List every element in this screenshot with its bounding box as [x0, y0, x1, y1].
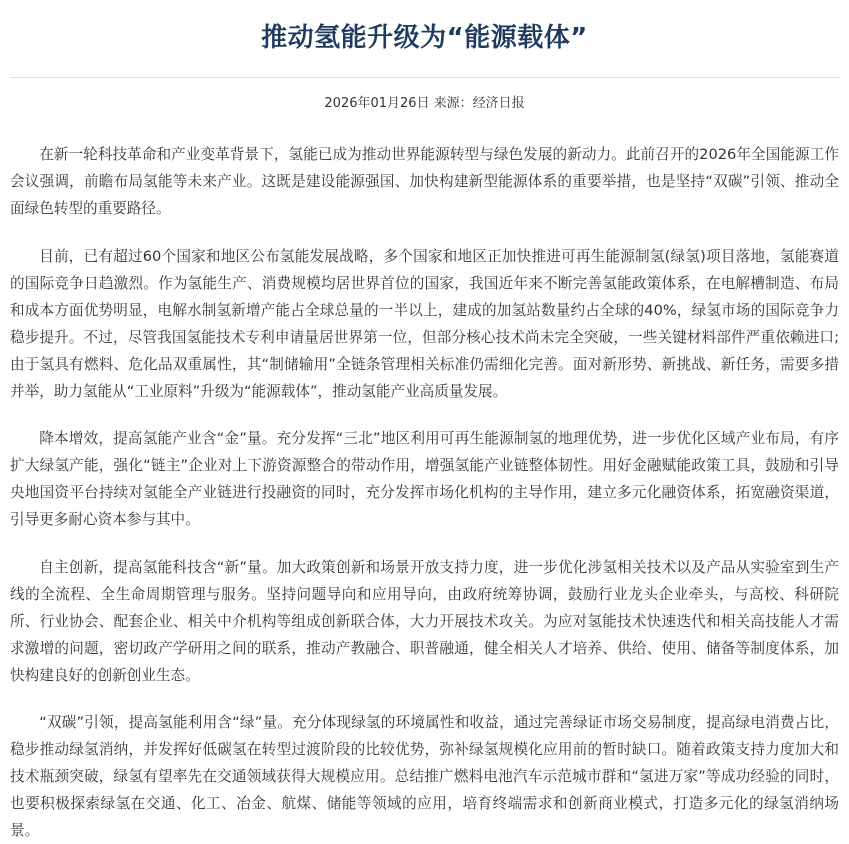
paragraph: “双碳”引领，提高氢能利用含“绿”量。充分体现绿氢的环境属性和收益，通过完善绿证市场交易制度，提高绿电消费占比，稳步推动绿氢消纳，并发挥好低碳氢在转型过渡阶段的比较优势，弥补绿氢规模化应用前的暂时缺口。随着政策支持力度加大和技术瓶颈突破，绿氢有望率先在交通领域获得大规模应用。总结推广燃料电池汽车示范城市群和“氢进万家”等成功经验的同时，也要积极探索绿氢在交通、化工、冶金、航煤、储能等领域的应用，培育终端需求和创新商业模式，打造多元化的绿氢消纳场景。 — [10, 714, 839, 839]
article-source: 来源：经济日报 — [433, 96, 525, 111]
paragraph: 降本增效，提高氢能产业含“金”量。充分发挥“三北”地区利用可再生能源制氢的地理优势，进一步优化区域产业布局，有序扩大绿氢产能，强化“链主”企业对上下游资源整合的带动作用，增强氢能产业链整体韧性。用好金融赋能政策工具，鼓励和引导央地国资平台持续对氢能全产业链进行投融资的同时，充分发挥市场化机构的主导作用，建立多元化融资体系，拓宽融资渠道，引导更多耐心资本参与其中。 — [10, 430, 839, 528]
article-body — [10, 141, 839, 844]
publish-date: 2026年01月26日 — [324, 96, 430, 111]
article-meta — [10, 95, 839, 113]
paragraph: 在新一轮科技革命和产业变革背景下，氢能已成为推动世界能源转型与绿色发展的新动力。此前召开的2026年全国能源工作会议强调，前瞻布局氢能等未来产业。这既是建设能源强国、加快构建新型能源体系的重要举措，也是坚持“双碳”引领、推动全面绿色转型的重要路径。 — [10, 146, 839, 217]
article-title: 推动氢能升级为“能源载体” — [261, 23, 588, 53]
paragraph: 目前，已有超过60个国家和地区公布氢能发展战略，多个国家和地区正加快推进可再生能源制氢(绿氢)项目落地，氢能赛道的国际竞争日趋激烈。作为氢能生产、消费规模均居世界首位的国家，我国近年来不断完善氢能政策体系，在电解槽制造、布局和成本方面优势明显，电解水制氢新增产能占全球总量的一半以上，建成的加氢站数量约占全球的40%，绿氢市场的国际竞争力稳步提升。不过，尽管我国氢能技术专利申请量居世界第一位，但部分核心技术尚未完全突破，一些关键材料部件严重依赖进口;由于氢具有燃料、危化品双重属性，其“制储输用”全链条管理相关标准仍需细化完善。面对新形势、新挑战、新任务，需要多措并举，助力氢能从“工业原料”升级为“能源载体”，推动氢能产业高质量发展。 — [10, 247, 839, 400]
paragraph: 自主创新，提高氢能科技含“新”量。加大政策创新和场景开放支持力度，进一步优化涉氢相关技术以及产品从实验室到生产线的全流程、全生命周期管理与服务。坚持问题导向和应用导向，由政府统筹协调，鼓励行业龙头企业牵头，与高校、科研院所、行业协会、配套企业、相关中介机构等组成创新联合体，大力开展技术攻关。为应对氢能技术快速迭代和相关高技能人才需求激增的问题，密切政产学研用之间的联系，推动产教融合、职普融通，健全相关人才培养、供给、使用、储备等制度体系，加快构建良好的创新创业生态。 — [10, 558, 839, 684]
title-divider — [10, 77, 839, 78]
